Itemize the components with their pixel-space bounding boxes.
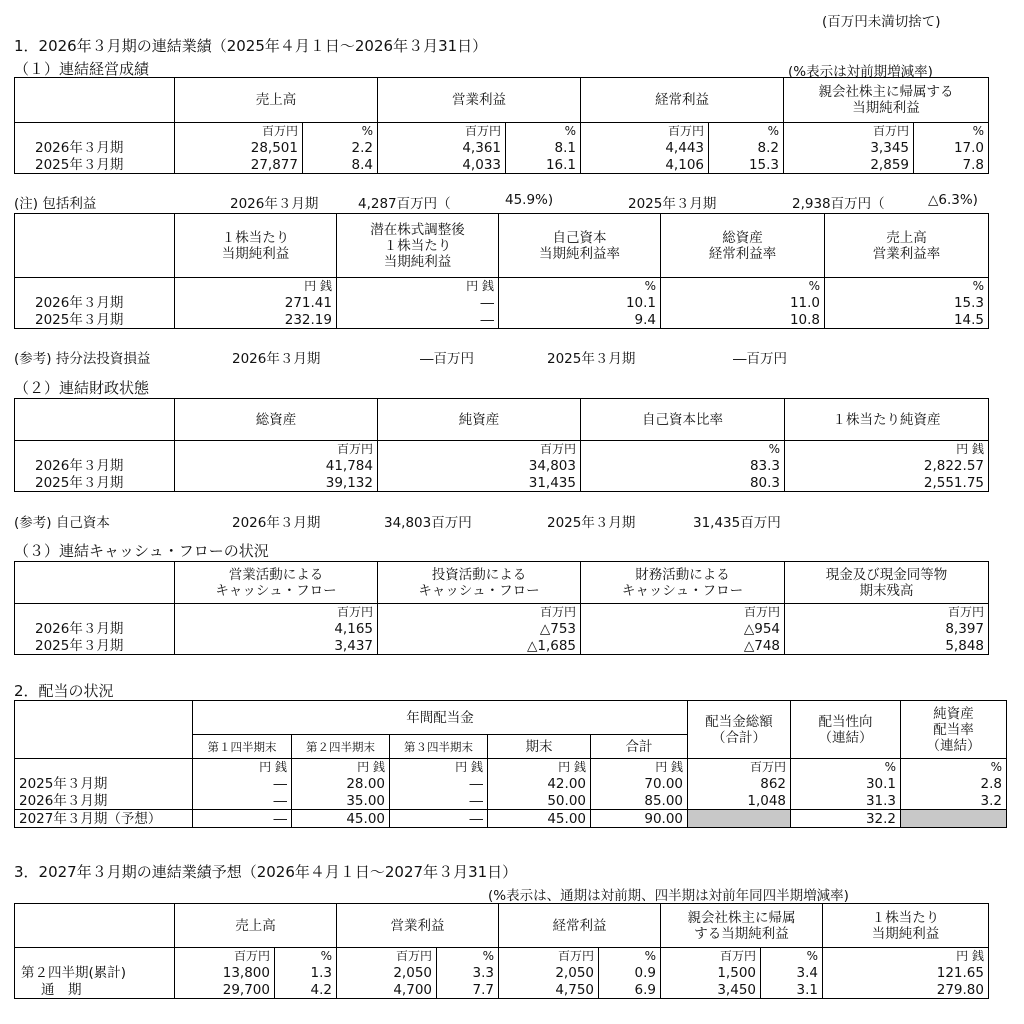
header-sales: 売上高	[175, 904, 337, 948]
header-net-income: 親会社株主に帰属する 当期純利益	[784, 78, 989, 123]
cell: 3.1	[761, 981, 823, 999]
cell: 3.2	[901, 792, 1007, 810]
header-ordinary-income: 経常利益	[581, 78, 784, 123]
table-row	[15, 139, 989, 156]
cell: 7.8	[914, 156, 989, 174]
row-label: 2025年３月期	[15, 775, 193, 792]
unit: 百万円	[688, 759, 791, 776]
table-row	[15, 311, 989, 329]
cell: ―	[193, 775, 292, 792]
cell: 11.0	[661, 294, 825, 311]
unit: 円 銭	[390, 759, 488, 776]
header-investing-cf: 投資活動による キャッシュ・フロー	[378, 562, 581, 604]
header-ordinary-income: 経常利益	[499, 904, 661, 948]
unit: %	[901, 759, 1007, 776]
header-doe: 純資産 配当率 （連結）	[901, 701, 1007, 759]
cell: 1,048	[688, 792, 791, 810]
unit: 百万円	[175, 948, 275, 965]
table-row	[15, 964, 989, 981]
header-cash-balance: 現金及び現金同等物 期末残高	[785, 562, 989, 604]
header-q2: 第２四半期末	[292, 735, 390, 759]
equity-capital-value-2: 31,435百万円	[693, 515, 781, 531]
unit: 円 銭	[193, 759, 292, 776]
equity-capital-label: (参考) 自己資本	[14, 515, 110, 531]
section-1-title: 1．2026年３月期の連結業績（2025年４月１日～2026年３月31日）	[14, 37, 488, 55]
table-row	[15, 620, 989, 637]
cell: 8.4	[303, 156, 378, 174]
table-row	[15, 637, 989, 655]
cell: △748	[581, 637, 785, 655]
equity-value-1: ―百万円	[420, 351, 474, 367]
table-row	[15, 792, 1007, 810]
cell: 4,033	[378, 156, 506, 174]
cell: 28.00	[292, 775, 390, 792]
cell: 41,784	[175, 457, 378, 474]
cell: 9.4	[499, 311, 661, 329]
header-roe: 自己資本 当期純利益率	[499, 214, 661, 278]
cell: 8.2	[709, 139, 784, 156]
unit: 百万円	[785, 604, 989, 621]
cell: 45.00	[488, 810, 591, 828]
cell: ―	[390, 810, 488, 828]
cell: 16.1	[506, 156, 581, 174]
row-label: 2026年３月期	[15, 139, 175, 156]
header-blank	[15, 78, 175, 123]
cell: 70.00	[591, 775, 688, 792]
cell: △753	[378, 620, 581, 637]
unit: 円 銭	[175, 278, 337, 295]
unit: 円 銭	[823, 948, 989, 965]
unit: %	[914, 123, 989, 140]
per-share-table	[14, 213, 989, 329]
equity-capital-value-1: 34,803百万円	[384, 515, 472, 531]
unit: 百万円	[581, 604, 785, 621]
cell-shaded	[901, 810, 1007, 828]
unit: 百万円	[581, 123, 709, 140]
cell: 2,859	[784, 156, 914, 174]
table-row-forecast	[15, 810, 1007, 828]
forecast-table	[14, 903, 989, 999]
cell: 4,165	[175, 620, 378, 637]
cell: 29,700	[175, 981, 275, 999]
cash-flow-table	[14, 561, 989, 655]
comprehensive-income-label: (注) 包括利益	[14, 196, 97, 212]
unit: 百万円	[378, 441, 581, 458]
cell: 2.8	[901, 775, 1007, 792]
cell: 5,848	[785, 637, 989, 655]
cell: 15.3	[825, 294, 989, 311]
cell: 4.2	[275, 981, 337, 999]
table-row	[15, 775, 1007, 792]
cell: 4,361	[378, 139, 506, 156]
cell: 271.41	[175, 294, 337, 311]
header-diluted-eps: 潜在株式調整後 １株当たり 当期純利益	[337, 214, 499, 278]
unit: 百万円	[175, 604, 378, 621]
cell-shaded	[688, 810, 791, 828]
cell: 2.2	[303, 139, 378, 156]
cell: 2,551.75	[785, 474, 989, 492]
unit: %	[761, 948, 823, 965]
cell: 3.4	[761, 964, 823, 981]
cell: 80.3	[581, 474, 785, 492]
cell: 232.19	[175, 311, 337, 329]
cell: 4,106	[581, 156, 709, 174]
header-equity-ratio: 自己資本比率	[581, 399, 785, 441]
cell: 10.8	[661, 311, 825, 329]
unit: %	[661, 278, 825, 295]
row-label: 2026年３月期	[15, 457, 175, 474]
row-label: 2025年３月期	[15, 311, 175, 329]
dividend-table	[14, 700, 1007, 828]
equity-value-2: ―百万円	[733, 351, 787, 367]
unit: 百万円	[175, 123, 303, 140]
cell: 28,501	[175, 139, 303, 156]
row-label: 通 期	[15, 981, 175, 999]
unit: %	[599, 948, 661, 965]
cell: 42.00	[488, 775, 591, 792]
cell: 1,500	[661, 964, 761, 981]
unit: %	[499, 278, 661, 295]
comp-value-1: 4,287百万円（	[358, 196, 451, 212]
cell: ―	[193, 792, 292, 810]
cell: 279.80	[823, 981, 989, 999]
unit: %	[581, 441, 785, 458]
section-1a-note: (%表示は対前期増減率)	[788, 64, 933, 80]
cell: 4,750	[499, 981, 599, 999]
unit: 円 銭	[337, 278, 499, 295]
unit: 百万円	[499, 948, 599, 965]
cell: 8.1	[506, 139, 581, 156]
header-operating-cf: 営業活動による キャッシュ・フロー	[175, 562, 378, 604]
cell: △1,685	[378, 637, 581, 655]
cell: 27,877	[175, 156, 303, 174]
unit: 百万円	[784, 123, 914, 140]
row-label: 第２四半期(累計)	[15, 964, 175, 981]
cell: 32.2	[791, 810, 901, 828]
unit: 円 銭	[488, 759, 591, 776]
unit: 百万円	[378, 123, 506, 140]
row-label: 2025年３月期	[15, 156, 175, 174]
table-row	[15, 981, 989, 999]
financial-position-table	[14, 398, 989, 492]
unit: %	[437, 948, 499, 965]
cell: 13,800	[175, 964, 275, 981]
cell: 10.1	[499, 294, 661, 311]
equity-capital-period-2: 2025年３月期	[547, 515, 636, 531]
cell: 862	[688, 775, 791, 792]
comp-rate-2: △6.3%)	[928, 192, 978, 208]
unit: 円 銭	[785, 441, 989, 458]
cell: 1.3	[275, 964, 337, 981]
cell: ―	[337, 294, 499, 311]
cell: 17.0	[914, 139, 989, 156]
table-row	[15, 294, 989, 311]
cell: 2,822.57	[785, 457, 989, 474]
header-payout-ratio: 配当性向 （連結）	[791, 701, 901, 759]
cell: 2,050	[337, 964, 437, 981]
cell: 39,132	[175, 474, 378, 492]
cell: 3,345	[784, 139, 914, 156]
equity-capital-period-1: 2026年３月期	[232, 515, 321, 531]
operating-results-table	[14, 77, 989, 174]
header-q1: 第１四半期末	[193, 735, 292, 759]
header-eps: １株当たり 当期純利益	[175, 214, 337, 278]
header-total-dividend: 配当金総額 （合計）	[688, 701, 791, 759]
header-bps: １株当たり純資産	[785, 399, 989, 441]
row-label: 2025年３月期	[15, 637, 175, 655]
cell: 45.00	[292, 810, 390, 828]
header-sales: 売上高	[175, 78, 378, 123]
header-total-assets: 総資産	[175, 399, 378, 441]
comp-rate-1: 45.9%)	[505, 192, 554, 208]
section-1c-title: （３）連結キャッシュ・フローの状況	[14, 542, 269, 560]
section-1b-title: （２）連結財政状態	[14, 379, 150, 397]
header-total: 合計	[591, 735, 688, 759]
cell: △954	[581, 620, 785, 637]
unit: 円 銭	[591, 759, 688, 776]
cell: 14.5	[825, 311, 989, 329]
header-q3: 第３四半期末	[390, 735, 488, 759]
unit: 百万円	[175, 441, 378, 458]
row-label: 2025年３月期	[15, 474, 175, 492]
header-operating-income: 営業利益	[337, 904, 499, 948]
cell: 34,803	[378, 457, 581, 474]
unit: %	[506, 123, 581, 140]
unit: %	[303, 123, 378, 140]
cell: 85.00	[591, 792, 688, 810]
row-label: 2027年３月期（予想）	[15, 810, 193, 828]
comp-period-2: 2025年３月期	[628, 196, 717, 212]
unit: %	[791, 759, 901, 776]
header-roa: 総資産 経常利益率	[661, 214, 825, 278]
cell: 3.3	[437, 964, 499, 981]
cell: 83.3	[581, 457, 785, 474]
cell: 8,397	[785, 620, 989, 637]
header-net-assets: 純資産	[378, 399, 581, 441]
section-3-title: 3．2027年３月期の連結業績予想（2026年４月１日～2027年３月31日）	[14, 863, 518, 881]
header-eps: １株当たり 当期純利益	[823, 904, 989, 948]
row-label: 2026年３月期	[15, 294, 175, 311]
header-operating-income: 営業利益	[378, 78, 581, 123]
unit: 百万円	[337, 948, 437, 965]
unit: 百万円	[661, 948, 761, 965]
cell: 4,700	[337, 981, 437, 999]
rounding-note: (百万円未満切捨て)	[822, 14, 941, 30]
equity-period-2: 2025年３月期	[547, 351, 636, 367]
unit: 百万円	[378, 604, 581, 621]
unit: %	[709, 123, 784, 140]
cell: 31.3	[791, 792, 901, 810]
cell: 2,050	[499, 964, 599, 981]
table-row	[15, 156, 989, 174]
header-net-income: 親会社株主に帰属 する当期純利益	[661, 904, 823, 948]
unit: %	[275, 948, 337, 965]
cell: 35.00	[292, 792, 390, 810]
cell: 15.3	[709, 156, 784, 174]
row-label: 2026年３月期	[15, 792, 193, 810]
header-annual-dividend: 年間配当金	[193, 701, 688, 735]
cell: ―	[390, 775, 488, 792]
table-row	[15, 457, 989, 474]
cell: 30.1	[791, 775, 901, 792]
cell: 7.7	[437, 981, 499, 999]
cell: 90.00	[591, 810, 688, 828]
cell: 50.00	[488, 792, 591, 810]
section-3-note: (%表示は、通期は対前期、四半期は対前年同四半期増減率)	[488, 888, 849, 904]
header-year-end: 期末	[488, 735, 591, 759]
unit: %	[825, 278, 989, 295]
cell: 6.9	[599, 981, 661, 999]
cell: ―	[193, 810, 292, 828]
cell: ―	[337, 311, 499, 329]
equity-method-label: (参考) 持分法投資損益	[14, 351, 151, 367]
cell: ―	[390, 792, 488, 810]
section-2-title: 2．配当の状況	[14, 682, 114, 700]
header-operating-margin: 売上高 営業利益率	[825, 214, 989, 278]
equity-period-1: 2026年３月期	[232, 351, 321, 367]
cell: 3,450	[661, 981, 761, 999]
cell: 0.9	[599, 964, 661, 981]
unit: 円 銭	[292, 759, 390, 776]
cell: 3,437	[175, 637, 378, 655]
comp-value-2: 2,938百万円（	[792, 196, 885, 212]
cell: 31,435	[378, 474, 581, 492]
header-financing-cf: 財務活動による キャッシュ・フロー	[581, 562, 785, 604]
section-1a-title: （１）連結経営成績	[14, 60, 150, 78]
cell: 4,443	[581, 139, 709, 156]
cell: 121.65	[823, 964, 989, 981]
table-row	[15, 474, 989, 492]
comp-period-1: 2026年３月期	[230, 196, 319, 212]
row-label: 2026年３月期	[15, 620, 175, 637]
